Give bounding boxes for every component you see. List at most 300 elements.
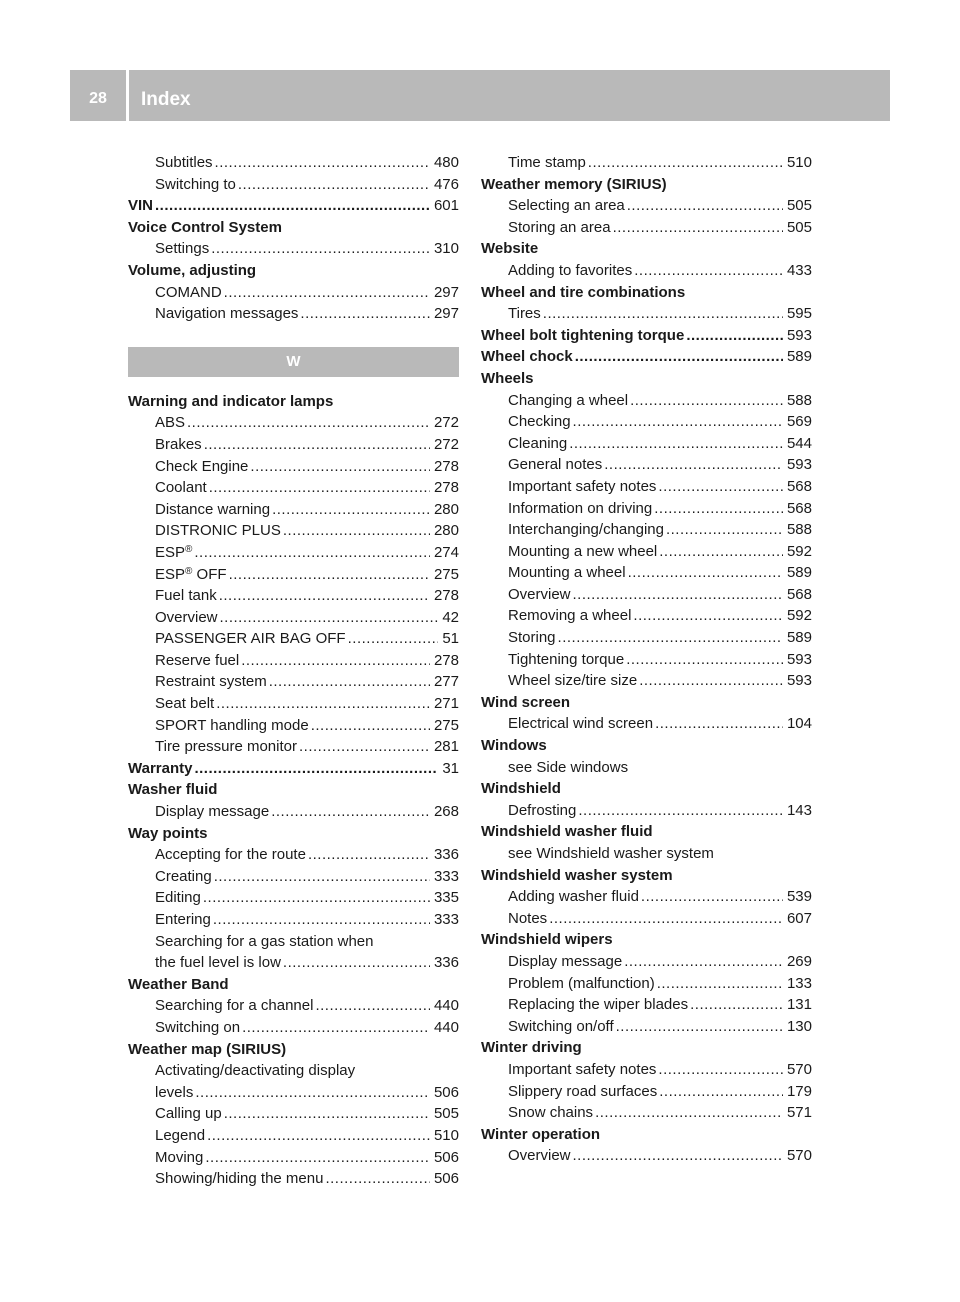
index-entry (481, 800, 812, 822)
index-entry (481, 282, 812, 304)
dot-leader (325, 1168, 430, 1190)
dot-leader (633, 605, 783, 627)
index-entry (128, 693, 459, 715)
entry-page-number: 593 (786, 650, 812, 668)
entry-label: Tires (508, 305, 541, 323)
dot-leader (639, 670, 783, 692)
index-entry (128, 1147, 459, 1169)
entry-page-number: 595 (786, 305, 812, 323)
index-entry (481, 649, 812, 671)
entry-label: Volume, adjusting (128, 261, 257, 279)
section-letter: W (286, 353, 301, 371)
index-entry (481, 929, 812, 951)
dot-leader (224, 282, 430, 304)
entry-label: Tire pressure monitor (155, 738, 297, 756)
index-entry (128, 499, 459, 521)
index-entry (128, 585, 459, 607)
index-entry (481, 476, 812, 498)
dot-leader (308, 844, 430, 866)
entry-page-number: 510 (433, 1126, 459, 1144)
index-entry (128, 952, 459, 974)
dot-leader (573, 411, 783, 433)
entry-page-number: 592 (786, 542, 812, 560)
entry-label: Display message (155, 803, 270, 821)
entry-page-number: 544 (786, 434, 812, 452)
dot-leader (543, 303, 783, 325)
entry-page-number: 505 (433, 1105, 459, 1123)
index-entry (128, 909, 459, 931)
dot-leader (657, 973, 783, 995)
index-entry (481, 562, 812, 584)
dot-leader (209, 477, 430, 499)
entry-label: Showing/hiding the menu (155, 1170, 324, 1188)
entry-page-number: 280 (433, 522, 459, 540)
entry-page-number: 588 (786, 391, 812, 409)
index-entry (481, 692, 812, 714)
dot-leader (271, 801, 430, 823)
index-entry (128, 391, 459, 413)
index-entry (128, 1168, 459, 1190)
index-entry (128, 1125, 459, 1147)
index-entry (481, 433, 812, 455)
entry-page-number: 506 (433, 1083, 459, 1101)
entry-label: Switching on/off (508, 1017, 614, 1035)
index-entry (481, 238, 812, 260)
dot-leader (215, 152, 430, 174)
dot-leader (659, 541, 783, 563)
entry-label: Wheel chock (481, 348, 573, 366)
index-entry (128, 564, 459, 586)
dot-leader (624, 951, 783, 973)
dot-leader (250, 456, 430, 478)
entry-page-number: 589 (786, 348, 812, 366)
dot-leader (299, 736, 430, 758)
dot-leader (207, 1125, 430, 1147)
index-entry (128, 412, 459, 434)
dot-leader (216, 693, 430, 715)
entry-label: Time stamp (508, 154, 586, 171)
entry-label: Tightening torque (508, 650, 625, 668)
entry-label: Snow chains (508, 1104, 594, 1122)
dot-leader (214, 866, 430, 888)
index-entry (481, 757, 812, 779)
entry-label: Windshield (481, 780, 561, 798)
dot-leader (686, 325, 783, 347)
dot-leader (229, 564, 430, 586)
entry-label: Notes (508, 909, 548, 927)
dot-leader (195, 1082, 430, 1104)
index-entry (481, 303, 812, 325)
dot-leader (641, 886, 783, 908)
entry-page-number: 539 (786, 888, 812, 906)
entry-page-number: 571 (786, 1104, 812, 1122)
entry-page-number: 280 (433, 500, 459, 518)
entry-label: Overview (155, 608, 218, 626)
dot-leader (666, 519, 783, 541)
entry-page-number: 42 (442, 608, 459, 626)
entry-label: Wheels (481, 369, 534, 387)
entry-page-number: 506 (433, 1170, 459, 1188)
index-entry (481, 325, 812, 347)
entry-page-number: 133 (786, 974, 812, 992)
entry-page-number: 505 (786, 197, 812, 215)
index-entry (128, 1017, 459, 1039)
index-entry (128, 260, 459, 282)
index-entry (128, 887, 459, 909)
dot-leader (595, 1102, 783, 1124)
entry-page-number: 275 (433, 716, 459, 734)
entry-page-number: 433 (786, 261, 812, 279)
index-entry (128, 736, 459, 758)
dot-leader (616, 1016, 783, 1038)
index-entry (481, 627, 812, 649)
index-group (481, 152, 812, 1167)
entry-page-number: 589 (786, 564, 812, 582)
entry-label: Overview (508, 585, 571, 603)
index-entry (481, 735, 812, 757)
page-number: 28 (89, 90, 107, 107)
index-entry (481, 973, 812, 995)
index-entry (481, 1081, 812, 1103)
entry-page-number: 272 (433, 435, 459, 453)
header-bar (70, 70, 890, 121)
index-entry (481, 821, 812, 843)
dot-leader (194, 542, 430, 564)
entry-label: Coolant (155, 479, 207, 497)
index-entry (128, 823, 459, 845)
entry-label: Moving (155, 1148, 204, 1166)
index-entry (481, 498, 812, 520)
dot-leader (224, 1103, 430, 1125)
entry-page-number: 570 (786, 1060, 812, 1078)
dot-leader (626, 649, 783, 671)
index-entry (128, 434, 459, 456)
entry-label: Wind screen (481, 693, 571, 711)
index-entry (128, 282, 459, 304)
index-entry (128, 628, 459, 650)
entry-page-number: 51 (442, 630, 459, 648)
index-entry (128, 195, 459, 217)
dot-leader (630, 390, 783, 412)
index-entry (481, 1059, 812, 1081)
entry-page-number: 272 (433, 414, 459, 432)
entry-label: Restraint system (155, 673, 267, 691)
dot-leader (311, 715, 430, 737)
entry-page-number: 592 (786, 607, 812, 625)
entry-page-number: 310 (433, 240, 459, 258)
registered-mark: ® (185, 565, 193, 577)
index-entry (128, 650, 459, 672)
entry-page-number: 333 (433, 867, 459, 885)
dot-leader (204, 434, 430, 456)
dot-leader (628, 562, 783, 584)
dot-leader (272, 499, 430, 521)
index-entry (128, 1039, 459, 1061)
entry-label: Voice Control System (128, 218, 282, 236)
index-entry (128, 1082, 459, 1104)
dot-leader (155, 195, 430, 217)
entry-label: Weather map (SIRIUS) (128, 1040, 287, 1058)
dot-leader (194, 758, 438, 780)
entry-label: Electrical wind screen (508, 715, 654, 733)
index-entry (128, 520, 459, 542)
entry-label: Windshield wipers (481, 931, 613, 949)
entry-label: Adding to favorites (508, 261, 633, 279)
index-entry (481, 1037, 812, 1059)
index-column-left (128, 152, 459, 1190)
index-entry (481, 670, 812, 692)
entry-label: Washer fluid (128, 781, 218, 799)
index-entry (128, 931, 459, 953)
entry-page-number: 268 (433, 803, 459, 821)
dot-leader (558, 627, 783, 649)
entry-label: Check Engine (155, 457, 249, 475)
entry-label: Searching for a channel (155, 997, 314, 1015)
dot-leader (213, 909, 430, 931)
dot-leader (569, 433, 783, 455)
entry-page-number: 480 (433, 154, 459, 171)
entry-label: Selecting an area (508, 197, 625, 215)
entry-label: Removing a wheel (508, 607, 632, 625)
entry-label: Subtitles (155, 154, 213, 171)
entry-page-number: 607 (786, 909, 812, 927)
entry-label: Mounting a wheel (508, 564, 626, 582)
dot-leader (187, 412, 430, 434)
entry-label: Storing (508, 629, 556, 647)
index-entry (481, 713, 812, 735)
entry-page-number: 593 (786, 672, 812, 690)
index-entry (481, 778, 812, 800)
entry-label: Information on driving (508, 499, 653, 517)
entry-label: Wheel and tire combinations (481, 283, 686, 301)
entry-label: Way points (128, 824, 208, 842)
entry-page-number: 104 (786, 715, 812, 733)
entry-page-number: 281 (433, 738, 459, 756)
registered-mark: ® (185, 543, 193, 555)
entry-label: COMAND (155, 283, 222, 301)
index-entry (128, 174, 459, 196)
dot-leader (654, 498, 783, 520)
entry-label: Windows (481, 737, 547, 755)
index-entry (481, 390, 812, 412)
index-entry (481, 605, 812, 627)
dot-leader (211, 238, 430, 260)
entry-label: Brakes (155, 435, 202, 453)
dot-leader (220, 607, 439, 629)
dot-leader (283, 520, 430, 542)
entry-page-number: 568 (786, 499, 812, 517)
index-entry (128, 866, 459, 888)
entry-label: Windshield washer fluid (481, 823, 653, 841)
entry-label: levels (155, 1083, 194, 1101)
entry-page-number: 601 (433, 197, 459, 215)
dot-leader (241, 650, 430, 672)
entry-page-number: 336 (433, 846, 459, 864)
entry-label: Storing an area (508, 218, 611, 236)
entry-label: see Side windows (508, 758, 629, 776)
index-entry (128, 844, 459, 866)
index-entry (481, 519, 812, 541)
header-divider (126, 70, 129, 121)
entry-label: Wheel bolt tightening torque (481, 326, 685, 344)
dot-leader (300, 303, 430, 325)
index-entry (128, 1103, 459, 1125)
index-entry (128, 758, 459, 780)
index-entry (128, 152, 459, 174)
index-entry (481, 346, 812, 368)
entry-label: Warranty (128, 759, 193, 777)
dot-leader (627, 195, 783, 217)
entry-label: Fuel tank (155, 587, 217, 605)
index-entry (481, 260, 812, 282)
entry-page-number: 568 (786, 585, 812, 603)
entry-page-number: 271 (433, 695, 459, 713)
entry-label: Seat belt (155, 695, 215, 713)
entry-label: Slippery road surfaces (508, 1082, 658, 1100)
entry-page-number: 277 (433, 673, 459, 691)
dot-leader (588, 152, 783, 174)
entry-label: see Windshield washer system (508, 845, 714, 862)
entry-label: Weather Band (128, 975, 229, 993)
index-entry (128, 715, 459, 737)
entry-label: Weather memory (SIRIUS) (481, 175, 667, 193)
entry-label: General notes (508, 456, 603, 474)
entry-page-number: 588 (786, 521, 812, 539)
index-entry (128, 607, 459, 629)
index-entry (128, 671, 459, 693)
entry-page-number: 131 (786, 996, 812, 1014)
index-entry (481, 886, 812, 908)
dot-leader (575, 346, 783, 368)
entry-label: Searching for a gas station when (155, 932, 374, 950)
entry-page-number: 335 (433, 889, 459, 907)
entry-label: Wheel size/tire size (508, 672, 638, 690)
dot-leader (573, 1145, 783, 1167)
dot-leader (655, 713, 783, 735)
entry-label: VIN (128, 197, 154, 215)
dot-leader (690, 994, 783, 1016)
dot-leader (283, 952, 430, 974)
index-entry (128, 456, 459, 478)
entry-page-number: 130 (786, 1017, 812, 1035)
entry-page-number: 278 (433, 457, 459, 475)
dot-leader (613, 217, 783, 239)
entry-page-number: 297 (433, 305, 459, 323)
entry-label: Replacing the wiper blades (508, 996, 689, 1014)
entry-label: ESP® OFF (155, 565, 227, 583)
entry-page-number: 569 (786, 413, 812, 431)
entry-label: Activating/deactivating display (155, 1062, 356, 1080)
entry-label: Editing (155, 889, 201, 907)
entry-label: Interchanging/changing (508, 521, 664, 539)
section-band (128, 347, 459, 377)
entry-page-number: 506 (433, 1148, 459, 1166)
index-entry (128, 303, 459, 325)
entry-label: Winter driving (481, 1039, 582, 1057)
entry-label: Problem (malfunction) (508, 974, 655, 992)
index-entry (481, 908, 812, 930)
index-column-right (481, 152, 812, 1167)
index-group (128, 391, 459, 1190)
index-entry (481, 368, 812, 390)
entry-page-number: 275 (433, 565, 459, 583)
entry-label: Important safety notes (508, 1060, 657, 1078)
entry-label: PASSENGER AIR BAG OFF (155, 630, 346, 648)
index-entry (481, 217, 812, 239)
entry-label: Navigation messages (155, 305, 299, 323)
entry-label: Important safety notes (508, 477, 657, 495)
index-entry (481, 843, 812, 865)
dot-leader (348, 628, 439, 650)
dot-leader (573, 584, 783, 606)
entry-label: Defrosting (508, 801, 577, 819)
entry-label: Reserve fuel (155, 651, 240, 669)
index-entry (128, 1060, 459, 1082)
entry-label: Legend (155, 1126, 206, 1144)
entry-label: SPORT handling mode (155, 716, 309, 734)
dot-leader (242, 1017, 430, 1039)
index-entry (481, 152, 812, 174)
index-entry (481, 865, 812, 887)
entry-page-number: 333 (433, 911, 459, 928)
entry-page-number: 510 (786, 154, 812, 171)
entry-label: Winter operation (481, 1125, 601, 1143)
entry-label: the fuel level is low (155, 954, 281, 972)
entry-page-number: 179 (786, 1082, 812, 1100)
dot-leader (658, 1059, 783, 1081)
index-entry (128, 238, 459, 260)
index-entry (481, 541, 812, 563)
entry-label: Creating (155, 867, 212, 885)
dot-leader (238, 174, 430, 196)
dot-leader (203, 887, 430, 909)
dot-leader (315, 995, 430, 1017)
entry-label: Switching on (155, 1018, 241, 1036)
entry-label: Mounting a new wheel (508, 542, 658, 560)
entry-page-number: 297 (433, 283, 459, 301)
entry-label: DISTRONIC PLUS (155, 522, 281, 540)
index-entry (128, 542, 459, 564)
entry-label: Display message (508, 952, 623, 970)
index-entry (481, 454, 812, 476)
entry-page-number: 505 (786, 218, 812, 236)
index-entry (481, 1102, 812, 1124)
entry-label: Cleaning (508, 434, 568, 452)
index-entry (128, 995, 459, 1017)
entry-label: Overview (508, 1147, 571, 1165)
dot-leader (205, 1147, 430, 1169)
dot-leader (549, 908, 783, 930)
index-entry (128, 217, 459, 239)
index-entry (481, 1145, 812, 1167)
entry-label: Settings (155, 240, 210, 258)
entry-page-number: 278 (433, 651, 459, 669)
entry-label: Adding washer fluid (508, 888, 639, 906)
index-entry (481, 411, 812, 433)
entry-page-number: 593 (786, 456, 812, 474)
dot-leader (578, 800, 783, 822)
entry-page-number: 274 (433, 543, 459, 561)
entry-label: Changing a wheel (508, 391, 629, 409)
entry-page-number: 278 (433, 587, 459, 605)
entry-label: Checking (508, 413, 571, 431)
entry-label: Windshield washer system (481, 866, 673, 884)
entry-label: Warning and indicator lamps (128, 392, 334, 410)
index-entry (481, 951, 812, 973)
dot-leader (219, 585, 430, 607)
entry-label: ESP® (155, 543, 193, 561)
dot-leader (659, 1081, 783, 1103)
